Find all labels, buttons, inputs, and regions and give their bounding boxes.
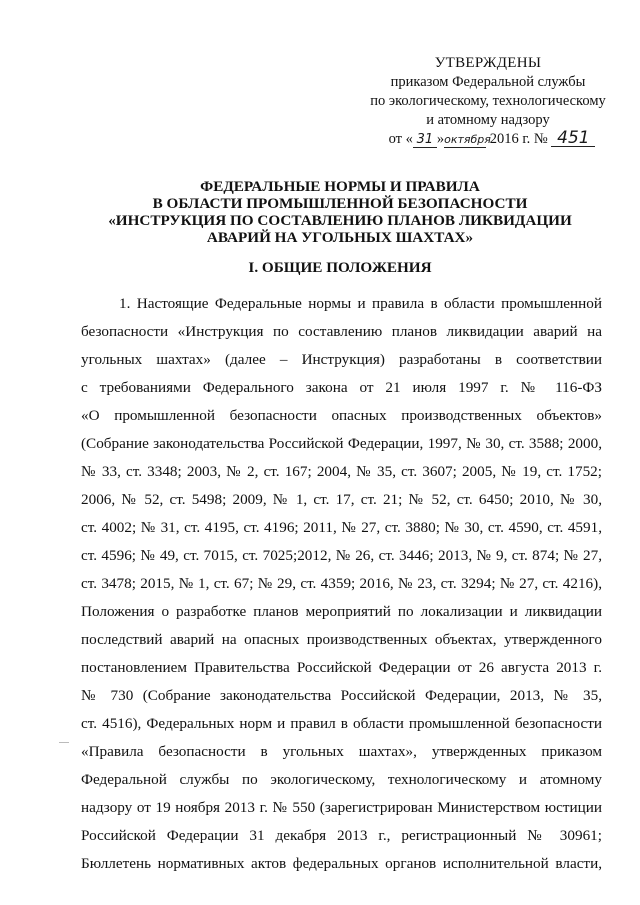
title-line-4: АВАРИЙ НА УГОЛЬНЫХ ШАХТАХ» <box>206 229 474 246</box>
body-line: ст. 3478; 2015, № 1, ст. 67; № 29, ст. 4359; 2016, № 23, ст. 3294; № 27, ст. 4216), <box>81 575 602 592</box>
section-heading: I. ОБЩИЕ ПОЛОЖЕНИЯ <box>248 259 432 276</box>
handwritten-order-number: 451 <box>551 130 595 147</box>
body-line: надзору от 19 ноября 2013 г. № 550 (зарегистрирован Министерством юстиции <box>81 799 602 816</box>
body-line: ст. 4596; № 49, ст. 7015, ст. 7025;2012, № 26, ст. 3446; 2013, № 9, ст. 874; № 27, <box>81 547 602 564</box>
body-line: № 730 (Собрание законодательства Российской Федерации, 2013, № 35, <box>81 687 602 704</box>
approval-heading: УТВЕРЖДЕНЫ <box>434 55 542 71</box>
margin-scan-mark <box>59 742 69 743</box>
approval-date-line <box>346 130 638 149</box>
body-line: Бюллетень нормативных актов федеральных органов исполнительной власти, <box>81 855 602 872</box>
title-line-2: В ОБЛАСТИ ПРОМЫШЛЕННОЙ БЕЗОПАСНОСТИ <box>152 195 528 212</box>
document-body <box>81 290 602 878</box>
handwritten-month: октября <box>444 133 491 146</box>
date-prefix: от « <box>388 131 413 147</box>
approval-stamp <box>338 54 638 149</box>
date-year-text: 2016 г. № <box>489 131 548 147</box>
title-line-1: ФЕДЕРАЛЬНЫЕ НОРМЫ И ПРАВИЛА <box>200 178 480 195</box>
approval-authority-line-3: и атомному надзору <box>426 112 550 128</box>
body-line: угольных шахтах» (далее – Инструкция) разработаны в соответствии <box>81 351 602 368</box>
date-mid: » <box>436 131 445 147</box>
body-line: Положения о разработке планов мероприятий по локализации и ликвидации <box>81 603 602 620</box>
body-line: ст. 4516), Федеральных норм и правил в области промышленной безопасности <box>81 715 602 732</box>
body-line: Федеральной службы по экологическому, технологическому и атомному <box>81 771 602 788</box>
body-line: постановлением Правительства Российской Федерации от 26 августа 2013 г. <box>81 659 602 676</box>
body-line: «О промышленной безопасности опасных производственных объектов» <box>81 407 602 424</box>
body-line: 1. Настоящие Федеральные нормы и правила в области промышленной <box>119 295 602 312</box>
body-line: (Собрание законодательства Российской Федерации, 1997, № 30, ст. 3588; 2000, <box>81 435 602 452</box>
handwritten-day: 31 <box>413 133 437 148</box>
document-title <box>70 178 610 246</box>
approval-authority-line-1: приказом Федеральной службы <box>390 74 586 90</box>
body-line: 2006, № 52, ст. 5498; 2009, № 1, ст. 17, ст. 21; № 52, ст. 6450; 2010, № 30, <box>81 491 602 508</box>
body-line: безопасности «Инструкция по составлению планов ликвидации аварий на <box>81 323 602 340</box>
body-line: № 33, ст. 3348; 2003, № 2, ст. 167; 2004, № 35, ст. 3607; 2005, № 19, ст. 1752; <box>81 463 602 480</box>
approval-authority-line-2: по экологическому, технологическому <box>370 93 606 109</box>
body-line: «Правила безопасности в угольных шахтах», утвержденных приказом <box>81 743 602 760</box>
body-line: ст. 4002; № 31, ст. 4195, ст. 4196; 2011, № 27, ст. 3880; № 30, ст. 4590, ст. 4591, <box>81 519 602 536</box>
body-line: Российской Федерации 31 декабря 2013 г., регистрационный № 30961; <box>81 827 602 844</box>
body-line: с требованиями Федерального закона от 21 июля 1997 г. № 116-ФЗ <box>81 379 602 396</box>
title-line-3: «ИНСТРУКЦИЯ ПО СОСТАВЛЕНИЮ ПЛАНОВ ЛИКВИДАЦИИ <box>108 212 572 229</box>
body-line: последствий аварий на опасных производственных объектах, утвержденного <box>81 631 602 648</box>
